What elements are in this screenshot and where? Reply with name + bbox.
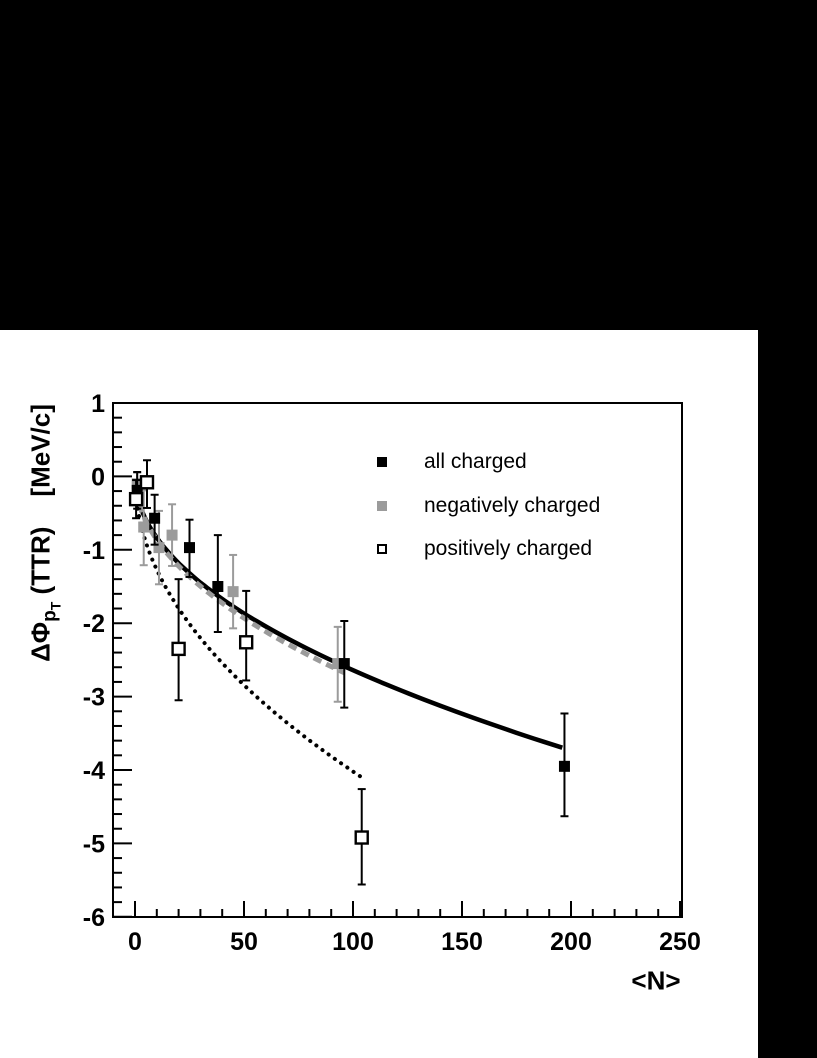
legend-label: negatively charged <box>424 494 601 517</box>
y-axis-title-units: [MeV/c] <box>25 404 56 497</box>
curve-fit-all-charged <box>136 490 562 748</box>
legend-marker-open-square <box>377 544 387 554</box>
y-tick-label: -4 <box>82 757 105 785</box>
plot-frame <box>113 403 682 917</box>
data-point-positively-charged <box>130 493 142 505</box>
x-tick-label: 200 <box>550 928 592 956</box>
x-tick-label: 150 <box>441 928 483 956</box>
y-axis-title-sub: pT <box>39 601 64 622</box>
data-point-positively-charged <box>141 476 153 488</box>
legend-item-negatively-charged <box>377 494 600 518</box>
data-point-all-charged <box>184 542 195 553</box>
data-point-negatively-charged <box>167 530 178 541</box>
y-tick-label: -3 <box>82 683 105 712</box>
legend-label: all charged <box>424 450 527 473</box>
data-point-all-charged <box>559 761 570 772</box>
y-axis-title <box>25 404 64 662</box>
data-point-positively-charged <box>173 643 185 655</box>
y-tick-label: 1 <box>91 390 105 418</box>
data-point-all-charged <box>212 581 223 592</box>
y-tick-label: 0 <box>91 463 105 492</box>
legend-item-all-charged <box>377 450 527 474</box>
data-point-negatively-charged <box>138 522 149 533</box>
x-tick-label: 250 <box>659 928 701 956</box>
legend-item-positively-charged <box>377 537 592 561</box>
data-point-positively-charged <box>240 636 252 648</box>
x-axis-title: <N> <box>631 965 681 996</box>
y-axis-title-main: ΔΦ <box>25 621 56 662</box>
legend-marker-filled-gray-square <box>377 501 387 511</box>
data-point-negatively-charged <box>228 586 239 597</box>
legend-label: positively charged <box>424 537 593 560</box>
data-point-all-charged <box>339 658 350 669</box>
x-tick-label: 100 <box>332 928 374 956</box>
data-point-all-charged <box>149 513 160 524</box>
y-axis-title-rest: (TTR) <box>25 526 56 602</box>
y-tick-label: -1 <box>82 536 105 565</box>
data-point-positively-charged <box>356 832 368 844</box>
x-tick-label: 50 <box>230 928 258 956</box>
y-tick-label: -5 <box>82 830 105 859</box>
legend-marker-filled-black-square <box>377 457 387 467</box>
y-tick-label: -6 <box>82 903 105 932</box>
y-tick-label: -2 <box>82 610 105 639</box>
x-tick-label: 0 <box>128 928 142 956</box>
